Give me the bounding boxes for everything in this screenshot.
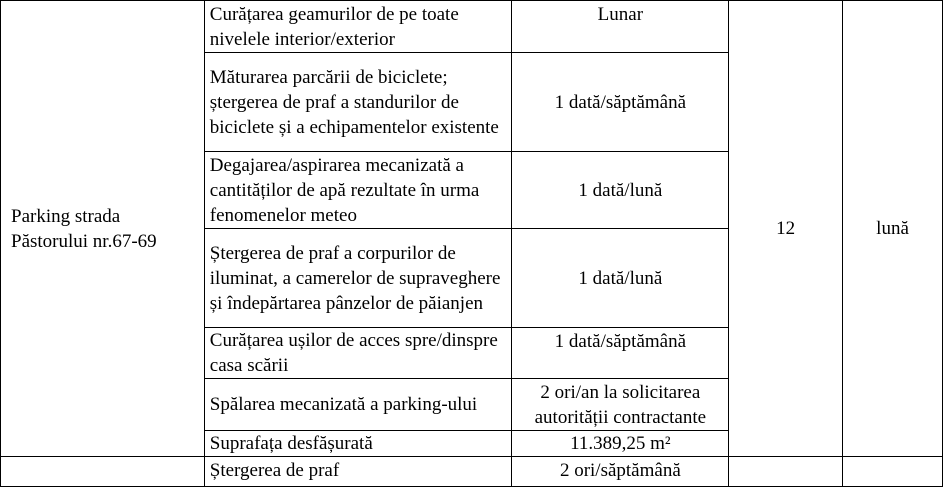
surface-value: 11.389,25 m² — [512, 431, 729, 457]
location-cell — [1, 457, 205, 487]
operation-cell: Curățarea ușilor de acces spre/dinspre casa scării — [204, 328, 512, 379]
table-row — [1, 1, 943, 53]
frequency-cell: 2 ori/an la solicitarea autorității contractante — [512, 379, 729, 431]
table-row — [1, 457, 943, 487]
unit-cell: lună — [843, 1, 943, 457]
operation-cell: Măturarea parcării de biciclete; ștergerea de praf a standurilor de biciclete și a echipamentelor existente — [204, 53, 512, 152]
frequency-cell: 1 dată/săptămână — [512, 53, 729, 152]
operation-cell: Curățarea geamurilor de pe toate nivelele interior/exterior — [204, 1, 512, 53]
frequency-cell: 1 dată/săptămână — [512, 328, 729, 379]
operation-cell: Ștergerea de praf — [204, 457, 512, 487]
operation-cell: Degajarea/aspirarea mecanizată a cantităților de apă rezultate în urma fenomenelor meteo — [204, 152, 512, 229]
surface-label: Suprafața desfășurată — [204, 431, 512, 457]
operation-cell: Spălarea mecanizată a parking-ului — [204, 379, 512, 431]
quantity-cell: 12 — [729, 1, 843, 457]
frequency-cell: Lunar — [512, 1, 729, 53]
quantity-cell — [729, 457, 843, 487]
frequency-cell: 1 dată/lună — [512, 229, 729, 328]
operation-cell: Ștergerea de praf a corpurilor de iluminat, a camerelor de supraveghere și îndepărtarea pânzelor de păianjen — [204, 229, 512, 328]
frequency-cell: 2 ori/săptămână — [512, 457, 729, 487]
unit-cell — [843, 457, 943, 487]
frequency-cell: 1 dată/lună — [512, 152, 729, 229]
location-cell: Parking strada Păstorului nr.67-69 — [1, 1, 205, 457]
